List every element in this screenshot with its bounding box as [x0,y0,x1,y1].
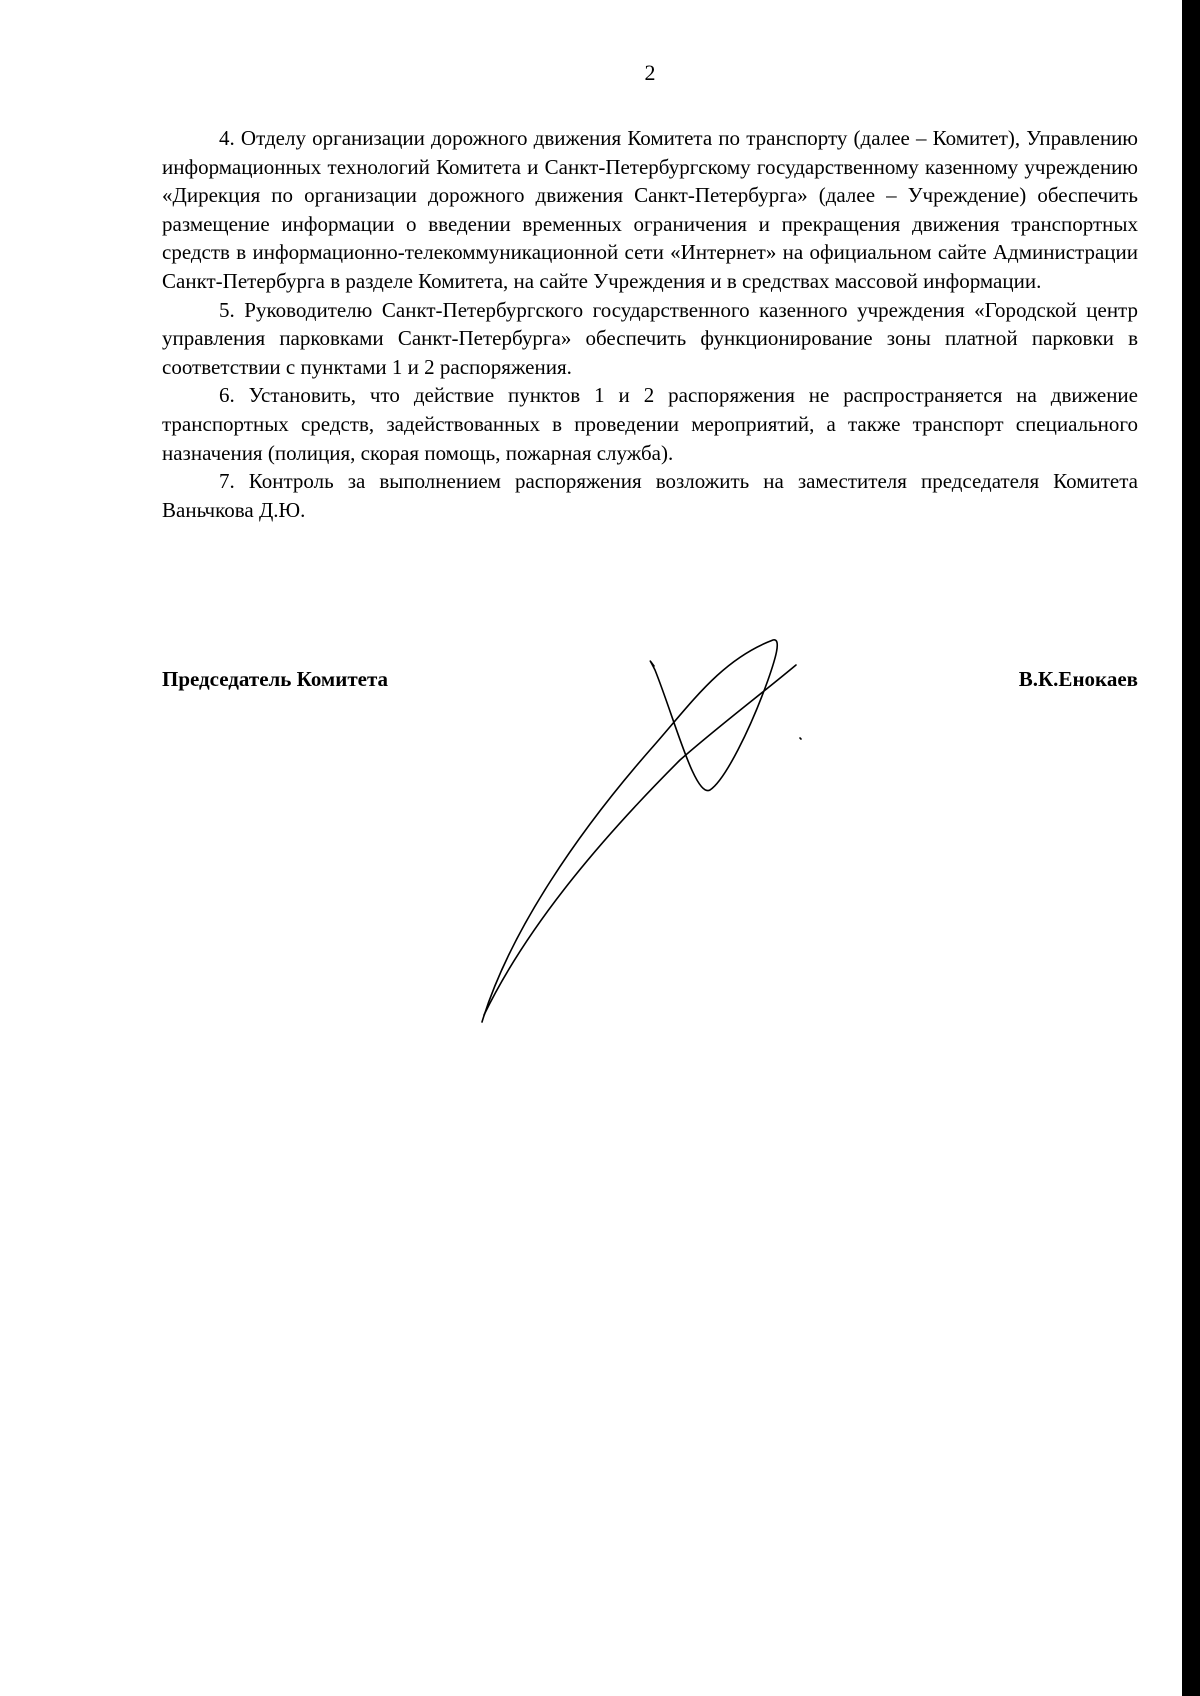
paragraph-7: 7. Контроль за выполнением распоряжения возложить на заместителя председателя Комитета Ваньчкова Д.Ю. [162,469,1138,522]
paragraph-5: 5. Руководителю Санкт-Петербургского государственного казенного учреждения «Городской центр управления парковками Санкт-Петербурга» обеспечить функционирование зоны платной парковки в соответствии с пунктами 1 и 2 распоряжения. [162,297,1138,379]
handwritten-signature [470,630,810,1030]
scan-edge-border [1182,0,1200,1696]
document-body [162,124,1138,524]
paragraph-6: 6. Установить, что действие пунктов 1 и 2 распоряжения не распространяется на движение транспортных средств, задействованных в проведении мероприятий, а также транспорт специального назначения (полиция, скорая помощь, пожарная служба). [162,383,1138,465]
signatory-position: Председатель Комитета [162,667,389,691]
paragraph-4: 4. Отделу организации дорожного движения Комитета по транспорту (далее – Комитет), Управлению информационных технологий Комитета и Санкт-Петербургскому государственному казенному учреждению «Дирекция по организации дорожного движения Санкт-Петербурга» (далее – Учреждение) обеспечить размещение информации о введении временных ограничения и прекращения движения транспортных средств в информационно-телекоммуникационной сети «Интернет» на официальном сайте Администрации Санкт-Петербурга в разделе Комитета, на сайте Учреждения и в средствах массовой информации. [162,126,1138,293]
page-number: 2 [644,60,656,85]
signatory-name: В.К.Енокаев [1018,667,1138,691]
